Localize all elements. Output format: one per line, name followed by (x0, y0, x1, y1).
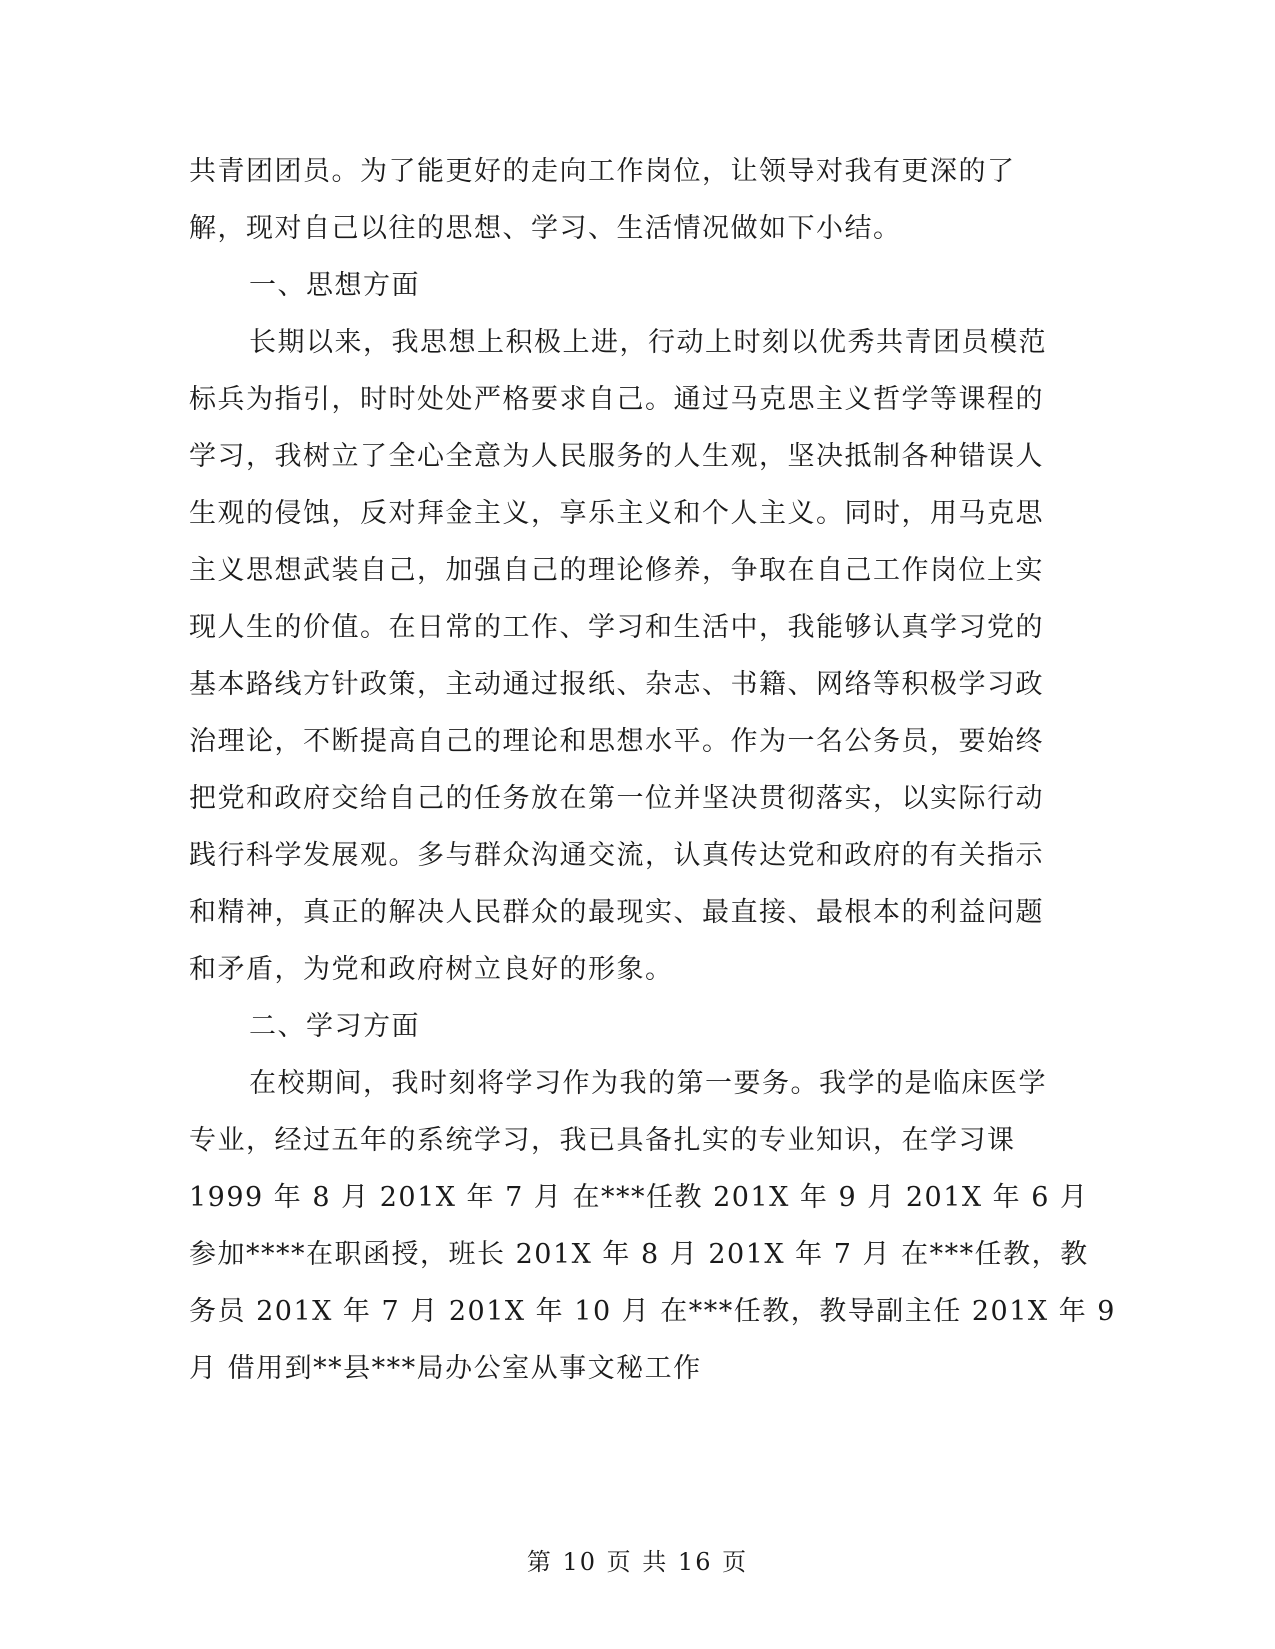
text-line: 专业，经过五年的系统学习，我已具备扎实的专业知识，在学习课 (189, 1125, 1016, 1156)
text-line: 在校期间，我时刻将学习作为我的第一要务。我学的是临床医学 (249, 1068, 1047, 1099)
text-line: 1999 年 8 月 201X 年 7 月 在***任教 201X 年 9 月 201X 年 6 月 (189, 1182, 1089, 1213)
section-heading-study: 二、学习方面 (249, 1011, 420, 1042)
text-line: 共青团团员。为了能更好的走向工作岗位，让领导对我有更深的了 (189, 156, 1016, 187)
text-line: 现人生的价值。在日常的工作、学习和生活中，我能够认真学习党的 (189, 612, 1044, 643)
text-line: 务员 201X 年 7 月 201X 年 10 月 在***任教，教导副主任 201X 年 9 (189, 1296, 1116, 1327)
section-heading-thought: 一、思想方面 (249, 270, 420, 301)
text-line: 主义思想武装自己，加强自己的理论修养，争取在自己工作岗位上实 (189, 555, 1044, 586)
text-line: 生观的侵蚀，反对拜金主义，享乐主义和个人主义。同时，用马克思 (189, 498, 1044, 529)
text-line: 学习，我树立了全心全意为人民服务的人生观，坚决抵制各种错误人 (189, 441, 1044, 472)
text-line: 解，现对自己以往的思想、学习、生活情况做如下小结。 (189, 213, 902, 244)
page-number-footer: 第 10 页 共 16 页 (526, 1548, 749, 1576)
text-line: 和精神，真正的解决人民群众的最现实、最直接、最根本的利益问题 (189, 897, 1044, 928)
text-line: 践行科学发展观。多与群众沟通交流，认真传达党和政府的有关指示 (189, 840, 1044, 871)
text-line: 长期以来，我思想上积极上进，行动上时刻以优秀共青团员模范 (249, 327, 1047, 358)
text-line: 治理论，不断提高自己的理论和思想水平。作为一名公务员，要始终 (189, 726, 1044, 757)
text-line: 和矛盾，为党和政府树立良好的形象。 (189, 954, 674, 985)
text-line: 参加****在职函授，班长 201X 年 8 月 201X 年 7 月 在***任教，教 (189, 1239, 1089, 1270)
text-line: 把党和政府交给自己的任务放在第一位并坚决贯彻落实，以实际行动 (189, 783, 1044, 814)
document-body (189, 143, 1116, 1397)
text-line: 基本路线方针政策，主动通过报纸、杂志、书籍、网络等积极学习政 (189, 669, 1044, 700)
text-line: 标兵为指引，时时处处严格要求自己。通过马克思主义哲学等课程的 (189, 384, 1044, 415)
text-line: 月 借用到**县***局办公室从事文秘工作 (189, 1353, 702, 1384)
